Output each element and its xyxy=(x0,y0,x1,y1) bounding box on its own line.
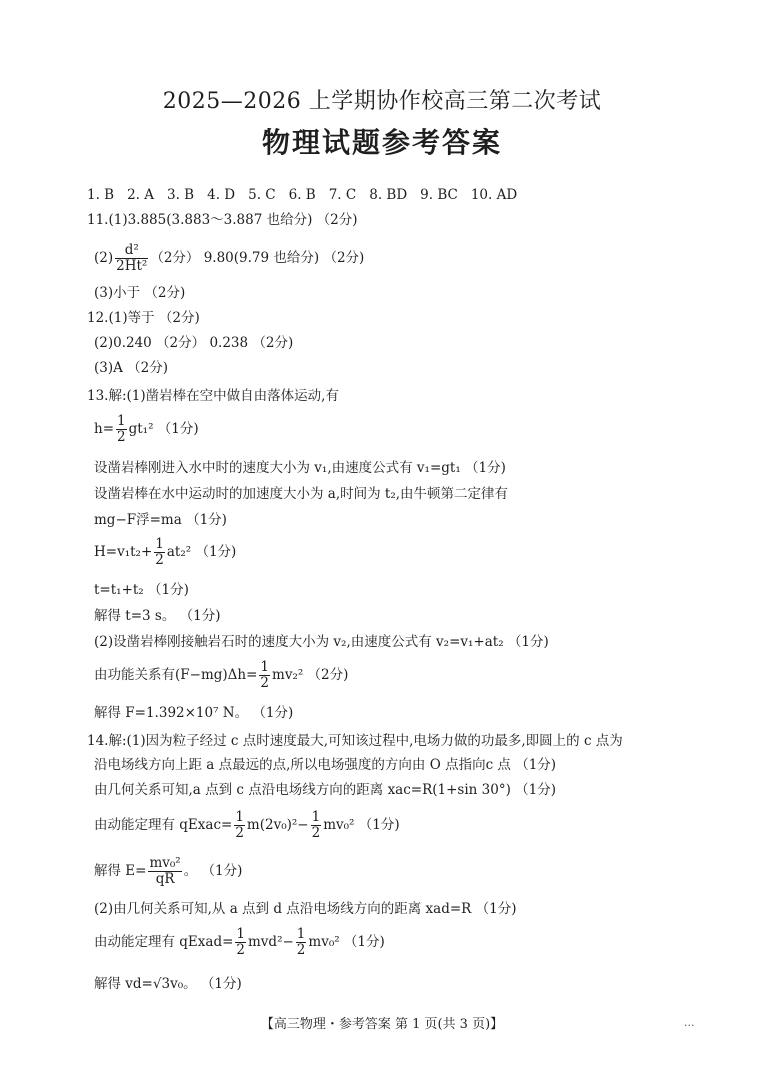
q14-vd-result: 解得 vd=√3v₀。 （1分) xyxy=(94,976,242,992)
E-fraction xyxy=(148,856,181,887)
eq-lhs: 由功能关系有(F−mg)Δh= xyxy=(94,667,258,683)
exam-title: 2025—2026 上学期协作校高三第二次考试 xyxy=(162,89,602,114)
fraction-denominator: 2 xyxy=(236,942,245,958)
q11-part2-suffix: （2分） 9.80(9.79 也给分) （2分) xyxy=(150,250,365,266)
eq-rhs: gt₁² （1分) xyxy=(128,421,199,437)
q11-part3: (3)小于 （2分) xyxy=(94,285,186,301)
page-footer: 【高三物理・参考答案 第 1 页(共 3 页)】 xyxy=(260,1017,504,1032)
choice-answer: 4. D xyxy=(207,187,236,203)
q13-a-line: 设凿岩棒在水中运动时的加速度大小为 a,时间为 t₂,由牛顿第二定律有 xyxy=(94,486,509,502)
eq-mid: m(2v₀)²− xyxy=(246,817,309,833)
half-fraction xyxy=(296,927,307,958)
q11-part1: 11.(1)3.885(3.883～3.887 也给分) （2分) xyxy=(87,212,358,228)
answer-key-subtitle: 物理试题参考答案 xyxy=(261,126,502,159)
fraction-numerator: 1 xyxy=(155,536,164,552)
eq-lhs: 由动能定理有 qExad= xyxy=(94,934,234,950)
q11-part2 xyxy=(94,243,364,274)
fraction-numerator: 1 xyxy=(311,809,321,825)
half-fraction xyxy=(235,927,246,958)
q12-part1: 12.(1)等于 （2分) xyxy=(87,310,200,326)
half-fraction xyxy=(234,810,245,841)
fraction-denominator: 2 xyxy=(155,552,164,568)
choice-answer: 6. B xyxy=(288,187,316,203)
eq-lhs: h= xyxy=(94,421,115,437)
eq-mid: mvd²− xyxy=(248,934,294,950)
choice-answer: 1. B xyxy=(87,187,115,203)
fraction-denominator: 2Ht² xyxy=(116,258,148,274)
eq-rhs: 。 （1分) xyxy=(183,863,243,879)
choice-answer: 2. A xyxy=(127,187,155,203)
q13-t-result: 解得 t=3 s。 （1分) xyxy=(94,608,221,624)
half-fraction xyxy=(154,537,165,568)
fraction-numerator: d² xyxy=(124,242,139,258)
q13-F-result: 解得 F=1.392×10⁷ N。 （1分) xyxy=(94,705,294,721)
q14-kinetic-eq-2 xyxy=(94,927,385,958)
fraction-numerator: 1 xyxy=(235,809,244,825)
q11-part2-prefix: (2) xyxy=(94,250,114,266)
eq-lhs: 由动能定理有 qExac= xyxy=(94,817,233,833)
q13-part2: (2)设凿岩棒刚接触岩石时的速度大小为 v₂,由速度公式有 v₂=v₁+at₂ （1分) xyxy=(94,634,549,650)
half-fraction xyxy=(311,810,322,841)
choice-answer: 7. C xyxy=(328,187,357,203)
fraction-denominator: 2 xyxy=(311,825,321,841)
fraction-numerator: 1 xyxy=(236,926,245,942)
q12-part2: (2)0.240 （2分） 0.238 （2分) xyxy=(94,335,294,351)
q13-v1-line: 设凿岩棒刚进入水中时的速度大小为 v₁,由速度公式有 v₁=gt₁ （1分) xyxy=(94,460,506,476)
q13-eq-h xyxy=(94,414,199,445)
q14-geometry-1: 由几何关系可知,a 点到 c 点沿电场线方向的距离 xac=R(1+sin 30°) （1分) xyxy=(94,782,557,798)
q13-intro: 13.解:(1)凿岩棒在空中做自由落体运动,有 xyxy=(87,388,339,404)
choice-answer: 10. AD xyxy=(470,187,518,203)
q13-newton-eq: mg−F浮=ma （1分) xyxy=(94,512,227,528)
fraction-numerator: 1 xyxy=(296,926,306,942)
q13-eq-H xyxy=(94,537,236,568)
q13-energy-eq xyxy=(94,660,348,691)
fraction-denominator: 2 xyxy=(296,942,306,958)
q14-E-result xyxy=(94,856,242,887)
eq-rhs: mv₂² （2分) xyxy=(272,667,349,683)
eq-rhs: mv₀² （1分) xyxy=(323,817,400,833)
q14-intro-cont: 沿电场线方向上距 a 点最远的点,所以电场强度的方向由 O 点指向c 点 （1分) xyxy=(94,757,557,773)
q13-t-sum: t=t₁+t₂ （1分) xyxy=(94,582,189,598)
half-fraction xyxy=(116,414,127,445)
footer-dots: ... xyxy=(684,1016,695,1029)
fraction-numerator: 1 xyxy=(260,659,270,675)
choice-answer: 3. B xyxy=(167,187,195,203)
choice-answer: 5. C xyxy=(248,187,276,203)
q14-kinetic-eq-1 xyxy=(94,810,400,841)
fraction-denominator: 2 xyxy=(117,429,126,445)
fraction-denominator: qR xyxy=(148,871,181,887)
fraction-denominator: 2 xyxy=(260,675,270,691)
choice-answers-row xyxy=(87,186,530,204)
eq-lhs: 解得 E= xyxy=(94,863,147,879)
eq-rhs: at₂² （1分) xyxy=(166,544,237,560)
q14-geometry-2: (2)由几何关系可知,从 a 点到 d 点沿电场线方向的距离 xad=R （1分) xyxy=(94,901,517,917)
eq-rhs: mv₀² （1分) xyxy=(308,934,385,950)
fraction-numerator: 1 xyxy=(117,413,126,429)
q11-fraction xyxy=(115,243,148,274)
fraction-numerator: mv₀² xyxy=(149,855,181,871)
choice-answer: 9. BC xyxy=(420,187,458,203)
q12-part3: (3)A （2分) xyxy=(94,360,169,376)
fraction-denominator: 2 xyxy=(235,825,244,841)
choice-answer: 8. BD xyxy=(369,187,408,203)
half-fraction xyxy=(259,660,270,691)
eq-lhs: H=v₁t₂+ xyxy=(94,544,153,560)
q14-intro: 14.解:(1)因为粒子经过 c 点时速度最大,可知该过程中,电场力做的功最多,即圆上的 c 点为 xyxy=(87,733,623,749)
